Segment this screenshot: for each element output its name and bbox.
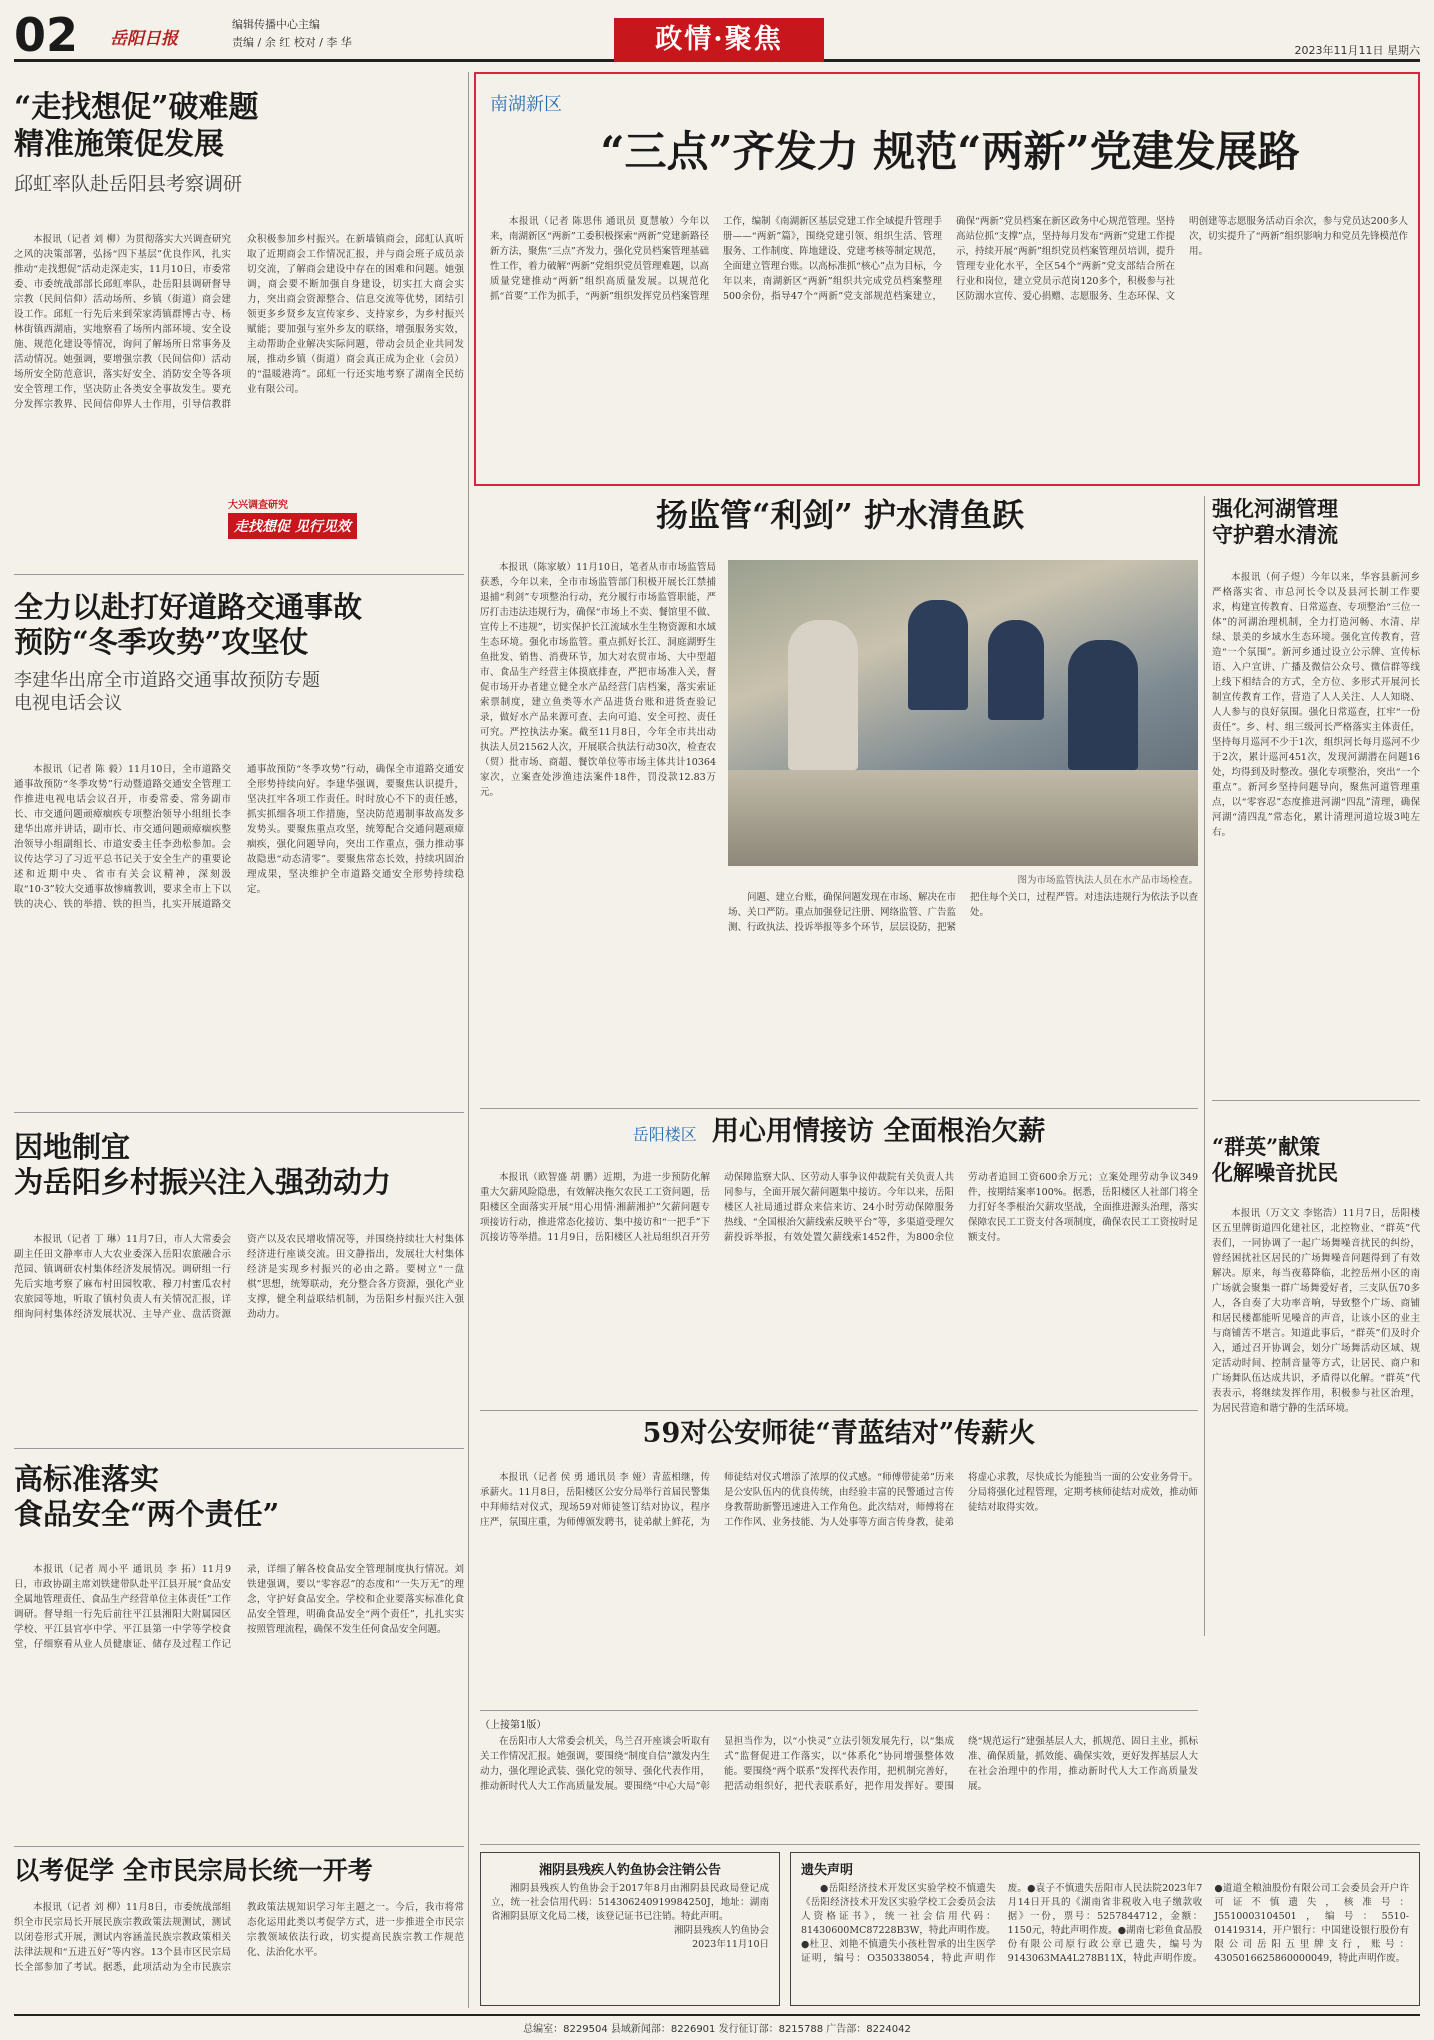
- article-5-body: 本报讯（记者 刘 柳）11月8日，市委统战部组织全市民宗局长开展民族宗教政策法规测试，测试以闭卷形式开展，测试内容涵盖民族宗教政策相关法律法规和“五进五好”等内容。13个县市区民宗局长全部参加了考试。据悉，此项活动为全市民族宗教政策法规知识学习年主题之一。今后，我市将常态化运用此类以考促学方式，进一步推进全市民宗宗教领域依法行政，切实提高民族宗教工作规范化、法治化水平。: [14, 1902, 464, 1973]
- issue-date: 2023年11月11日 星期六: [1294, 44, 1420, 57]
- divider: [480, 1710, 1198, 1711]
- divider: [14, 1846, 464, 1847]
- article-10-body: 本报讯（万文文 李铭浩）11月7日，岳阳楼区五里牌街道四化建社区，北控物业、“群英”代表们，一同协调了一起广场舞噪音扰民的纠纷，曾经困扰社区居民的广场舞噪音问题得到了有效解决。原来，每当夜幕降临，北控岳州小区的南广场就会聚集一群广场舞爱好者，三支队伍70多人，各自奏了大功率音响，导致整个广场、商铺和居民楼都能听见噪音的声音，让该小区的业主与商铺苦不堪言。知道此事后，“群英”们及时介入，通过召开协调会，划分广场舞活动区域、规定活动时间、控制音量等方式，让居民、商户和广场舞队伍达成共识，矛盾得以化解。“群英”代表表示，将继续发挥作用，积极参与社区治理，为居民营造和谐宁静的生活环境。: [1212, 1208, 1420, 1414]
- column-divider: [1204, 496, 1205, 1636]
- editors-line: 编辑传播中心主编 责编 / 余 红 校对 / 李 华: [232, 18, 352, 49]
- article-1-title: “走找想促”破难题 精准施策促发展: [14, 90, 259, 162]
- article-7-title: 扬监管“利剑” 护水清鱼跃: [656, 496, 1024, 534]
- article-4-body: 本报讯（记者 周小平 通讯员 李 拓）11月9日，市政协副主席刘铁建带队赴平江县开展“食品安全属地管理责任、食品生产经营单位主体责任”工作调研。督导组一行先后前往平江县湘阳大附属园区学校、平江县官亭中学、平江县第一中学等学校食堂，仔细察看从业人员健康证、储存及过程工作记录，详细了解各校食品安全管理制度执行情况。刘铁建强调，要以“零容忍”的态度和“一失万无”的理念，守护好食品安全。学校和企业要落实标准化食品安全管理，明确食品安全“两个责任”，扎扎实实按照管理流程，确保不发生任何食品安全问题。: [14, 1564, 464, 1650]
- article-1-body: 本报讯（记者 刘 柳）为贯彻落实大兴调查研究之风的决策部署，弘扬“四下基层”优良作风，扎实推动“走找想促”活动走深走实，11月10日，市委常委、市委统战部部长邱虹率队，赴岳阳县调研督导宗教（民间信仰）活动场所、乡镇（街道）商会建设工作。邱虹一行先后来到荣家湾镇群博古寺、杨林街镇西湖庙，实地察看了场所内部环境、安全设施、规范化建设等情况，询问了解场所日常事务及活动情况。她强调，要增强宗教（民间信仰）活动场所安全防范意识，落实好安全、消防安全等各项安全管理工作，坚决防止各类安全事故发生。要充分发挥宗教界、民间信仰界人士作用，引导信教群众积极参加乡村振兴。在新墙镇商会，邱虹认真听取了近期商会工作情况汇报，并与商会班子成员亲切交流，了解商会建设中存在的困难和问题。她强调，商会要不断加强自身建设，切实扛大商会实力，突出商会资源整合、信息交流等优势，团结引领更多乡贤乡友宣传家乡、支持家乡，为乡村振兴赋能；要加强与室外乡友的联络，增强服务实效，主动帮助企业解决实际问题，带动会员企业共同发展，推动乡镇（街道）商会真正成为企业（会员）的“温暖港湾”。邱虹一行还实地考察了湖南全民纺业有限公司。: [14, 234, 464, 410]
- divider: [480, 1410, 1198, 1411]
- article-2-body: 本报讯（记者 陈 毅）11月10日，全市道路交通事故预防“冬季攻势”行动暨道路交通安全管理工作推进电视电话会议召开，市委常委、常务副市长、市交通问题顽瘴痼疾专项整治领导小组组长李建华出席并讲话，副市长、市交通问题顽瘴痼疾整治领导小组副组长、市道安委主任李劲松参加。会议传达学习了习近平总书记关于安全生产的重要论述和近期中央、省市有关会议精神，深刻汲取“10·3”较大交通事故惨痛教训，要求全市上下以铁的决心、铁的举措、铁的担当，扎实开展道路交通事故预防“冬季攻势”行动，确保全市道路交通安全形势持续向好。李建华强调，要聚焦认识提升，坚决扛牢各项工作责任。时时放心不下的责任感，抓实抓细各项工作措施，坚决防范遏制事故高发多发势头。要聚焦重点攻坚，统筹配合交通问题顽瘴痼疾，强化问题导向，突出工作重点，强力推动事故隐患“动态清零”。要聚焦常态长效，持续巩固治理成果，坚决维护全市道路交通安全形势持续稳定。: [14, 764, 464, 910]
- notice-lost-items: 遗失声明 ●岳阳经济技术开发区实验学校不慎遗失《岳阳经济技术开发区实验学校工会委员会法人资格证书》，统一社会信用代码：81430600MC87228B3W，特此声明作废。●杜卫、刘艳不慎遗失小孩杜智承的出生医学证明，编号：O350338054，特此声明作废。●袁子不慎遗失岳阳市人民法院2023年7月14日开具的《湖南省非税收入电子缴款收据》一份，票号：5257844712，金额：1150元，特此声明作废。●湖南七彩鱼食品股份有限公司原行政公章已遗失，编号为9143063MA4L278B11X，特此声明作废。●道道全粮油股份有限公司工会委员会开户许可证不慎遗失，核准号：J5510003104501，编号：5510-01419314，开户银行：中国建设银行股份有限公司岳阳五里牌支行，账号：4305016625860000049，特此声明作废。: [790, 1852, 1420, 2006]
- article-6-body: 本报讯（记者 陈思伟 通讯员 夏慧敏）今年以来，南湖新区“两新”工委积极探索“两新”党建新路径新方法，聚焦“三点”齐发力，强化党员档案管理基础性工作，着力破解“两新”党组织党员管理难题，以高质量党建推动“两新”组织高质量发展。以规范化抓“首要”工作为抓手，“两新”组织发挥党员档案管理工作，编制《南湖新区基层党建工作全域提升管理手册——“两新”篇》，围绕党建引领、组织生活、管理服务、工作制度、阵地建设、党建考核等制定规范，全面建立管理台账。以高标准抓“核心”点为目标，今年以来，南湖新区“两新”组织共完成党员档案整理500余份，指导47个“两新”党支部规范档案建立，确保“两新”党员档案在新区政务中心规范管理。坚持高站位抓“支撑”点，坚持每月发布“两新”党建工作提示，持续开展“两新”组织党员档案管理员培训，提升管理专业化水平，全区54个“两新”党支部结合所在行业和岗位，建立党员示范岗120多个，积极参与社区防溺水宣传、爱心捐赠、志愿服务、生态环保、文明创建等志愿服务活动百余次，参与党员达200多人次，切实提升了“两新”组织影响力和党员先锋模范作用。: [490, 216, 1408, 302]
- article-9-kicker: 岳阳楼区: [632, 1125, 697, 1144]
- photo-caption: 图为市场监管执法人员在水产品市场检查。: [1017, 875, 1198, 886]
- divider: [480, 1108, 1198, 1109]
- article-2-title: 全力以赴打好道路交通事故 预防“冬季攻势”攻坚仗: [14, 590, 363, 660]
- article-10-header: [1212, 1134, 1420, 1204]
- article-5-header: [14, 1856, 464, 1896]
- article-7-header: [480, 496, 1200, 542]
- article-7-body-cont: 问题、建立台账，确保问题发现在市场、解决在市场、关口严防。重点加强登记注册、网络监管、广告监测、行政执法、投诉举报等多个环节，层层设防，把紧把住每个关口，过程严管。对违法违规行为依法予以查处。: [728, 892, 1198, 933]
- article-10-title: “群英”献策 化解噪音扰民: [1212, 1134, 1338, 1185]
- continued-note: （上接第1版）: [480, 1720, 547, 1731]
- article-8-title: 强化河湖管理 守护碧水清流: [1212, 496, 1338, 547]
- article-3-title: 因地制宜 为岳阳乡村振兴注入强劲动力: [14, 1130, 392, 1200]
- article-1-header: [14, 90, 464, 200]
- notice-cancellation: 湘阴县残疾人钓鱼协会注销公告 湘阴县残疾人钓鱼协会于2017年8月由湘阴县民政局登记成立，统一社会信用代码：514306240919984250J，地址：湖南省湘阴县原文化局二楼，该登记证书已注销。特此声明。 湘阴县残疾人钓鱼协会 2023年11月10日: [480, 1852, 780, 2006]
- divider: [1212, 1100, 1420, 1101]
- notice-2-title: 遗失声明: [801, 1863, 854, 1878]
- article-9-header: [480, 1116, 1198, 1160]
- article-9-body: 本报讯（欧智盛 胡 鹏）近期，为进一步预防化解重大欠薪风险隐患，有效解决拖欠农民工工资问题，岳阳楼区全面落实开展“用心用情·湘薪湘护”欠薪问题专项接访行动，推进常态化接访、集中接访和“一把手”下沉接访等举措。11月9日，岳阳楼区人社局组织召开劳动保障监察大队、区劳动人事争议仲裁院有关负责人共同参与，全面开展欠薪问题集中接访。今年以来，岳阳楼区人社局通过群众来信来访、24小时劳动保障服务热线、“全国根治欠薪线索反映平台”等，多渠道受理欠薪投诉举报，有效处置欠薪线索1452件，为800余位劳动者追回工资600余万元；立案处理劳动争议349件，按期结案率100%。据悉，岳阳楼区人社部门将全力打好冬季根治欠薪攻坚战，全面推进源头治理，落实保障农民工工资支付各项制度，确保农民工工资按时足额支付。: [480, 1172, 1198, 1243]
- divider: [14, 574, 464, 575]
- article-9-title: 用心用情接访 全面根治欠薪: [711, 1116, 1046, 1147]
- column-tag: 大兴调查研究 走找想促 见行见效: [228, 496, 390, 538]
- article-2-subtitle: 李建华出席全市道路交通事故预防专题 电视电话会议: [14, 669, 320, 715]
- article-6-header: [490, 90, 1410, 200]
- article-8-body: 本报讯（何子煜）今年以来，华容县新河乡严格落实省、市总河长令以及县河长制工作要求，构建宣传教育、日常巡查、专项整治“三位一体”的河湖治理机制，全力打造河畅、水清、岸绿、景美的乡域水生态环境。强化宣传教育，营造“一个氛围”。新河乡通过设立公示牌、宣传标语、入户宣讲、广播及微信公众号、微信群等线上线下相结合的方式，全方位、多形式开展河长制宣传教育工作，营造了人人关注、人人知晓、人人参与的良好氛围。强化日常巡查，扛牢“一份责任”。乡、村、组三级河长严格落实主体责任，坚持每月巡河不少于1次，组织河长每月巡河不少于2次，累计巡河451次，发现河湖潜在问题16处，均得到及时整改。强化专项整治，突出“一个重点”。新河乡坚持问题导向，聚焦河道管理重点，以“零容忍”态度推进河湖“四乱”清理，确保河湖“清四乱”常态化，累计清理河道垃圾3吨左右。: [1212, 572, 1420, 838]
- article-11-body: 本报讯（记者 侯 勇 通讯员 李 娅）青蓝相继，传承薪火。11月8日，岳阳楼区公安分局举行首届民警集中拜师结对仪式，现场59对师徒签订结对协议，程序庄严，氛围庄重，为师傅颁发聘书，徒弟献上鲜花，为师徒结对仪式增添了浓厚的仪式感。“师傅带徒弟”历来是公安队伍内的优良传统，由经验丰富的民警通过言传身教帮助新警迅速进入工作角色。此次结对，师傅将在工作作风、业务技能、为人处事等方面言传身教，徒弟将虚心求教，尽快成长为能独当一面的公安业务骨干。分局将强化过程管理，定期考核师徒结对成效，推动师徒结对取得实效。: [480, 1472, 1198, 1528]
- page-number: 02: [14, 8, 79, 62]
- article-6-title: “三点”齐发力 规范“两新”党建发展路: [600, 127, 1300, 176]
- article-7-body: 本报讯（陈家敏）11月10日，笔者从市市场监管局获悉，今年以来，全市市场监管部门积极开展长江禁捕退捕“利剑”专项整治行动，充分履行市场监管职能，严厉打击违法违规行为，确保“市场上不卖、餐馆里不做、宣传上不违规”，切实保护长江流域水生生物资源和水域生态环境。强化市场监管。重点抓好长江、洞庭湖野生鱼批发、销售、消费环节，加大对农贸市场、大中型超市、食品生产经营主体摸底排查，严把市场准入关，督促市场开办者建立健全水产品经营门店档案，落实索证索票制度，建立鱼类等水产品进货台账和进货查验记录，做好水产品来源可查、去向可追、安全可控、责任可究。严控执法办案。截至11月8日，今年全市共出动执法人员21562人次，开展联合执法行动30次，检查农（贸）批市场、商超、餐饮单位等市场主体共计10364家次，立案查处涉渔违法案件18件，罚没款12.83万元。: [480, 562, 716, 798]
- article-11-title: 59对公安师徒“青蓝结对”传薪火: [642, 1418, 1036, 1449]
- newspaper-logo: 岳阳日报: [110, 29, 178, 49]
- column-divider: [468, 72, 469, 2008]
- article-11-header: [480, 1418, 1198, 1462]
- market-inspection-photo: [728, 560, 1198, 866]
- divider: [480, 1844, 1420, 1845]
- section-title: 政情·聚焦: [614, 18, 824, 62]
- article-4-header: [14, 1462, 464, 1546]
- article-1-subtitle: 邱虹率队赴岳阳县考察调研: [14, 173, 243, 196]
- article-5-title: 以考促学 全市民宗局长统一开考: [14, 1856, 373, 1885]
- article-12-body: 在岳阳市人大常委会机关，鸟兰召开座谈会听取有关工作情况汇报。她强调，要围绕“制度自信”激发内生动力，强化理论武装、强化党的领导、强化代表作用，推动新时代人大工作高质量发展。要围绕“中心大局”彰显担当作为，以“小快灵”立法引领发展先行，以“集成式”监督促进工作落实，以“体系化”协同增强整体效能。要围绕“两个联系”发挥代表作用，把机制完善好，把活动组织好，把代表联系好，把作用发挥好。要围绕“规范运行”建强基层人大，抓规范、固日主业，抓标准、确保质量，抓效能、确保实效，更好发挥基层人大在社会治理中的作用，推动新时代人大工作高质量发展。: [480, 1736, 1198, 1792]
- article-6-kicker: 南湖新区: [490, 94, 562, 115]
- article-8-header: [1212, 496, 1420, 566]
- article-3-header: [14, 1130, 464, 1214]
- notice-1-title: 湘阴县残疾人钓鱼协会注销公告: [538, 1863, 721, 1878]
- divider: [14, 1448, 464, 1449]
- article-4-title: 高标准落实 食品安全“两个责任”: [14, 1462, 280, 1532]
- article-2-header: [14, 590, 464, 760]
- article-3-body: 本报讯（记者 丁 琳）11月7日，市人大常委会副主任田文静率市人大农业委深入岳阳农旅融合示范园、镇调研农村集体经济发展情况。调研组一行先后实地考察了麻布村田园牧歌、穆刀村蜜瓜农村农旅园等地，听取了镇村负责人有关情况汇报，详细询问村集体经济发展状况、主导产业、盘活资源资产以及农民增收情况等，并围绕持续壮大村集体经济进行座谈交流。田文静指出，发展壮大村集体经济是实现乡村振兴的必由之路。要树立“一盘棋”思想，统筹联动，充分整合各方资源，强化产业支撑，健全利益联结机制，为岳阳乡村振兴注入强劲动力。: [14, 1234, 464, 1320]
- footer: 总编室：8229504 县域新闻部：8226901 发行征订部：8215788 广告部：8224042: [14, 2014, 1420, 2035]
- divider: [14, 1112, 464, 1113]
- masthead: [14, 10, 1420, 62]
